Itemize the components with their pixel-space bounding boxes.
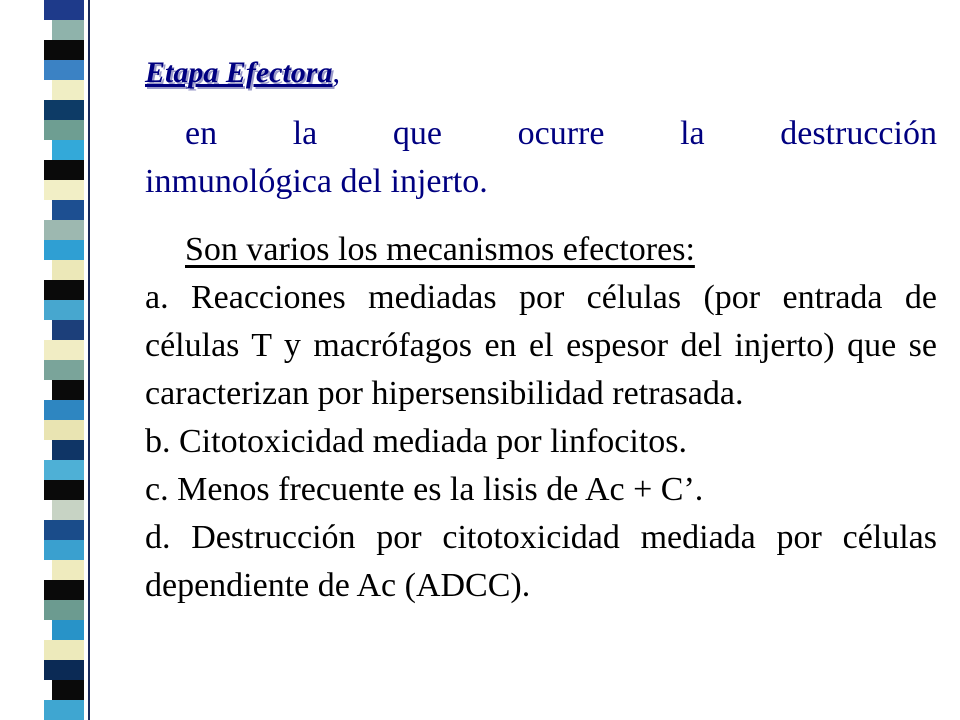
mechanism-item-a: a. Reacciones mediadas por células (por entrada de células T y macrófagos en el espesor del injerto) que se caracterizan por hipersensibilidad retrasada.	[145, 279, 937, 412]
stripe-block	[52, 380, 84, 400]
intro-line-2: inmunológica del injerto.	[145, 163, 488, 200]
intro-word: destrucción	[780, 115, 937, 152]
intro-word: en	[185, 115, 218, 152]
title-comma: ,	[332, 56, 340, 89]
stripe-block	[44, 120, 84, 140]
stripe-block	[52, 80, 84, 100]
stripe-block	[52, 320, 84, 340]
stripe-block	[44, 640, 84, 660]
stripe-block	[52, 440, 84, 460]
stripe-block	[44, 520, 84, 540]
slide-body	[145, 226, 937, 610]
stripe-block	[44, 420, 84, 440]
stripe-block	[44, 40, 84, 60]
stripe-block	[52, 680, 84, 700]
stripe-block	[44, 400, 84, 420]
title-text: Etapa Efectora	[145, 56, 333, 89]
stripe-divider	[88, 0, 90, 720]
intro-line-1	[145, 110, 937, 158]
stripe-block	[52, 620, 84, 640]
stripe-block	[44, 340, 84, 360]
stripe-block	[44, 180, 84, 200]
stripe-block	[52, 260, 84, 280]
stripe-block	[52, 140, 84, 160]
mechanism-item-d: d. Destrucción por citotoxicidad mediada por células dependiente de Ac (ADCC).	[145, 519, 937, 604]
stripe-block	[44, 220, 84, 240]
mechanisms-heading: Son varios los mecanismos efectores:	[185, 231, 695, 268]
stripe-block	[44, 660, 84, 680]
stripe-block	[44, 160, 84, 180]
mechanism-item-c: c. Menos frecuente es la lisis de Ac + C’.	[145, 471, 704, 508]
stripe-block	[44, 540, 84, 560]
stripe-block	[44, 480, 84, 500]
stripe-block	[44, 580, 84, 600]
intro-paragraph	[145, 110, 937, 206]
stripe-block	[44, 460, 84, 480]
stripe-block	[52, 560, 84, 580]
stripe-block	[52, 20, 84, 40]
stripe-block	[44, 600, 84, 620]
stripe-block	[44, 100, 84, 120]
intro-word: la	[292, 115, 318, 152]
stripe-block	[44, 0, 84, 20]
stripe-block	[52, 200, 84, 220]
stripe-block	[44, 280, 84, 300]
stripe-block	[44, 360, 84, 380]
stripe-block	[52, 500, 84, 520]
stripe-block	[44, 300, 84, 320]
mechanism-item-b: b. Citotoxicidad mediada por linfocitos.	[145, 423, 688, 460]
stripe-block	[44, 240, 84, 260]
intro-word: ocurre	[517, 115, 605, 152]
decorative-stripe	[0, 0, 110, 720]
intro-word: que	[392, 115, 442, 152]
stripe-block	[44, 60, 84, 80]
stripe-block	[44, 700, 84, 720]
intro-word: la	[680, 115, 705, 152]
slide-title	[145, 56, 340, 90]
